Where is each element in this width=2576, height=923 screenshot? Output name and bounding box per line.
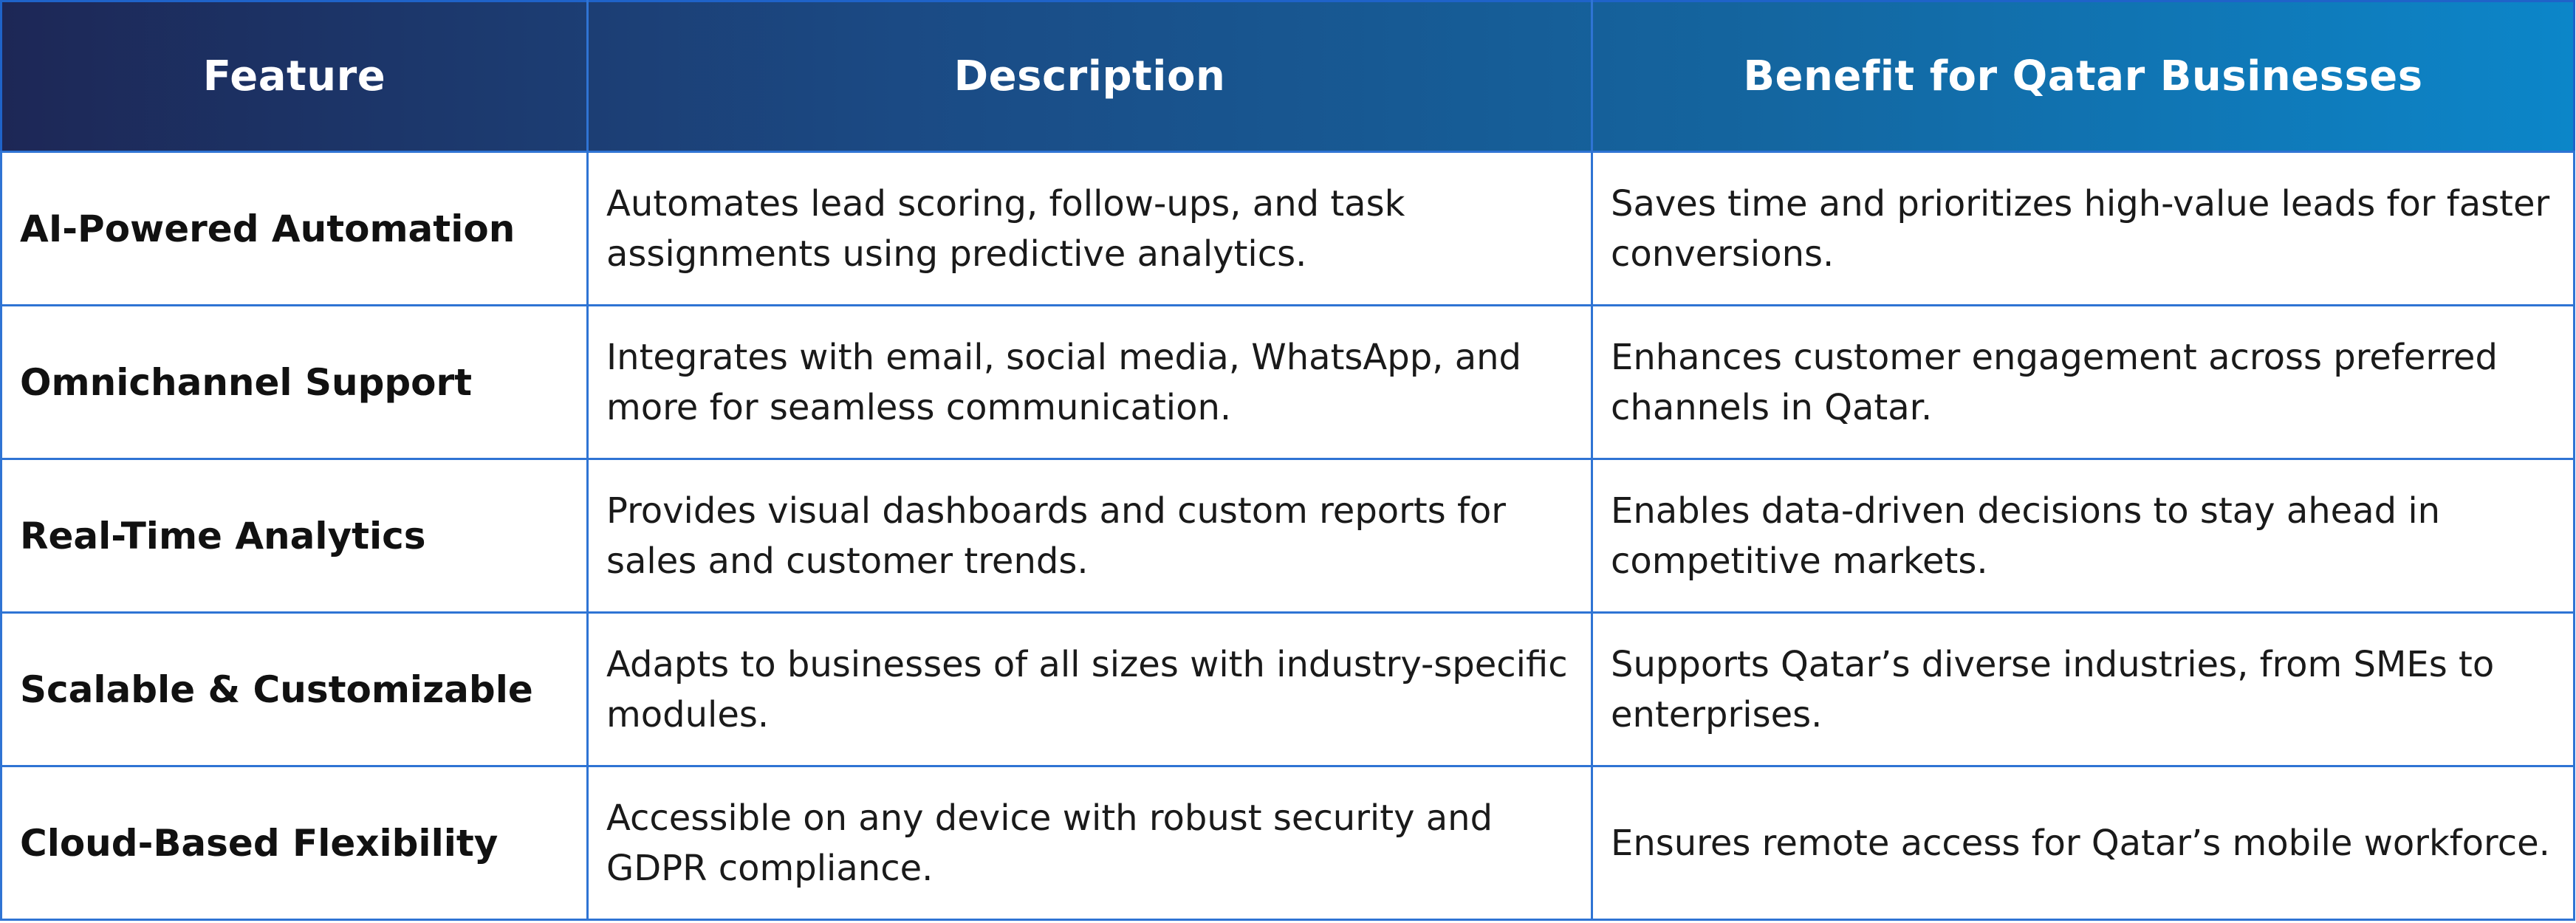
table-body	[1, 152, 2575, 920]
description-cell: Automates lead scoring, follow-ups, and task assignments using predictive analytics.	[588, 152, 1592, 306]
feature-cell: Cloud-Based Flexibility	[1, 766, 588, 920]
table-row	[1, 459, 2575, 613]
description-cell: Provides visual dashboards and custom reports for sales and customer trends.	[588, 459, 1592, 613]
table-row	[1, 766, 2575, 920]
benefit-cell: Supports Qatar’s diverse industries, from SMEs to enterprises.	[1592, 613, 2575, 766]
benefit-cell: Ensures remote access for Qatar’s mobile workforce.	[1592, 766, 2575, 920]
benefit-cell: Enhances customer engagement across preferred channels in Qatar.	[1592, 306, 2575, 459]
feature-cell: Omnichannel Support	[1, 306, 588, 459]
description-cell: Accessible on any device with robust security and GDPR compliance.	[588, 766, 1592, 920]
benefit-cell: Enables data-driven decisions to stay ahead in competitive markets.	[1592, 459, 2575, 613]
table-row	[1, 613, 2575, 766]
feature-cell: AI-Powered Automation	[1, 152, 588, 306]
feature-cell: Scalable & Customizable	[1, 613, 588, 766]
header-feature: Feature	[1, 1, 588, 152]
table-row	[1, 306, 2575, 459]
table-header	[1, 1, 2575, 152]
description-cell: Integrates with email, social media, WhatsApp, and more for seamless communication.	[588, 306, 1592, 459]
header-benefit: Benefit for Qatar Businesses	[1743, 52, 2423, 100]
benefit-cell: Saves time and prioritizes high-value leads for faster conversions.	[1592, 152, 2575, 306]
description-cell: Adapts to businesses of all sizes with industry-specific modules.	[588, 613, 1592, 766]
header-description: Description	[588, 1, 1592, 152]
table-row	[1, 152, 2575, 306]
feature-cell: Real-Time Analytics	[1, 459, 588, 613]
header-row	[1, 1, 2575, 152]
